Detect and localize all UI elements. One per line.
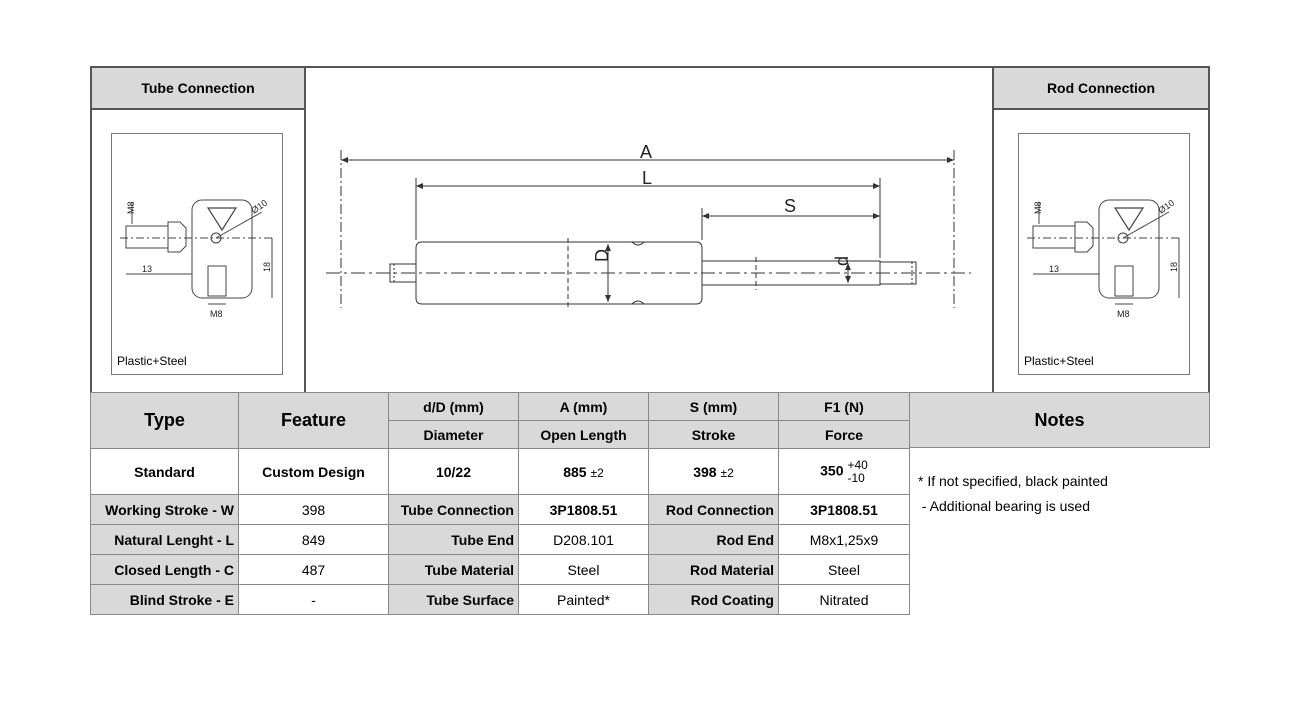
detail-label: Working Stroke - W [91,495,239,525]
dim-label-s: S [784,196,797,216]
tube-connection-material: Plastic+Steel [117,354,187,368]
detail-label: Rod Material [649,555,779,585]
detail-value: 398 [239,495,389,525]
spec-table [90,392,910,615]
detail-value: Painted* [519,585,649,615]
notes-header [909,392,1210,448]
tube-connection-header [90,66,306,110]
rod-dim-height: 18 [1169,261,1179,272]
rod-dim-thread: M8 [1033,201,1043,214]
detail-value: 487 [239,555,389,585]
rod-connection-panel [1018,133,1190,375]
tube-dim-diameter: Ø10 [249,197,270,216]
frame-divider-right [992,66,994,393]
header-f1: F1 (N) [779,393,910,421]
tube-connection-drawing [112,134,282,334]
detail-label: Blind Stroke - E [91,585,239,615]
dim-label-small-d: d [832,255,852,266]
tube-dim-thread-bottom: M8 [210,309,223,319]
detail-label: Rod Connection [649,495,779,525]
header-dd-sub: Diameter [389,421,519,449]
detail-row [91,555,910,585]
main-f1: 350 [820,462,844,479]
main-f1-tol-minus: -10 [847,470,865,485]
detail-value: 3P1808.51 [519,495,649,525]
detail-label: Tube Material [389,555,519,585]
note-item: - Additional bearing is used [918,498,1090,514]
dim-label-big-d: D [592,249,612,262]
tube-dim-length: 13 [142,264,153,274]
detail-value: 849 [239,525,389,555]
rod-connection-header [992,66,1210,110]
dim-label-l: L [642,168,653,188]
header-f1-sub: Force [779,421,910,449]
header-s-sub: Stroke [649,421,779,449]
main-a-cell [519,449,649,495]
detail-label: Rod End [649,525,779,555]
notes-list [918,469,1108,519]
detail-value: Steel [519,555,649,585]
dim-label-a: A [640,142,653,162]
header-a: A (mm) [519,393,649,421]
rod-dim-length: 13 [1049,264,1060,274]
main-a: 885 [563,463,587,480]
rod-dim-thread-bottom: M8 [1117,309,1130,319]
main-type: Standard [91,449,239,495]
header-s: S (mm) [649,393,779,421]
main-s-tol: ±2 [720,465,734,480]
main-feature: Custom Design [239,449,389,495]
main-dd: 10/22 [389,449,519,495]
detail-label: Closed Length - C [91,555,239,585]
detail-row [91,495,910,525]
detail-value: - [239,585,389,615]
detail-value: Nitrated [779,585,910,615]
header-a-sub: Open Length [519,421,649,449]
detail-label: Tube End [389,525,519,555]
tube-connection-title: Tube Connection [141,80,255,96]
detail-row [91,525,910,555]
detail-label: Tube Surface [389,585,519,615]
tube-dim-height: 18 [262,261,272,272]
detail-label: Rod Coating [649,585,779,615]
notes-title: Notes [1034,409,1085,430]
header-dd: d/D (mm) [389,393,519,421]
detail-value: Steel [779,555,910,585]
detail-label: Tube Connection [389,495,519,525]
main-s-cell [649,449,779,495]
tube-dim-thread: M8 [126,201,136,214]
tube-connection-panel [111,133,283,375]
detail-value: 3P1808.51 [779,495,910,525]
header-type: Type [91,393,239,449]
rod-connection-title: Rod Connection [1046,80,1156,96]
main-s: 398 [693,463,717,480]
rod-connection-material: Plastic+Steel [1024,354,1094,368]
gas-spring-drawing [306,130,992,380]
detail-row [91,585,910,615]
main-row [91,449,910,495]
detail-label: Natural Lenght - L [91,525,239,555]
main-f1-cell [779,449,910,495]
main-a-tol: ±2 [590,465,604,480]
detail-value: D208.101 [519,525,649,555]
note-item: * If not specified, black painted [918,473,1108,489]
main-f1-tol-plus: +40 [847,457,868,472]
rod-dim-diameter: Ø10 [1156,197,1177,216]
detail-value: M8x1,25x9 [779,525,910,555]
rod-connection-drawing [1019,134,1189,334]
header-feature: Feature [239,393,389,449]
